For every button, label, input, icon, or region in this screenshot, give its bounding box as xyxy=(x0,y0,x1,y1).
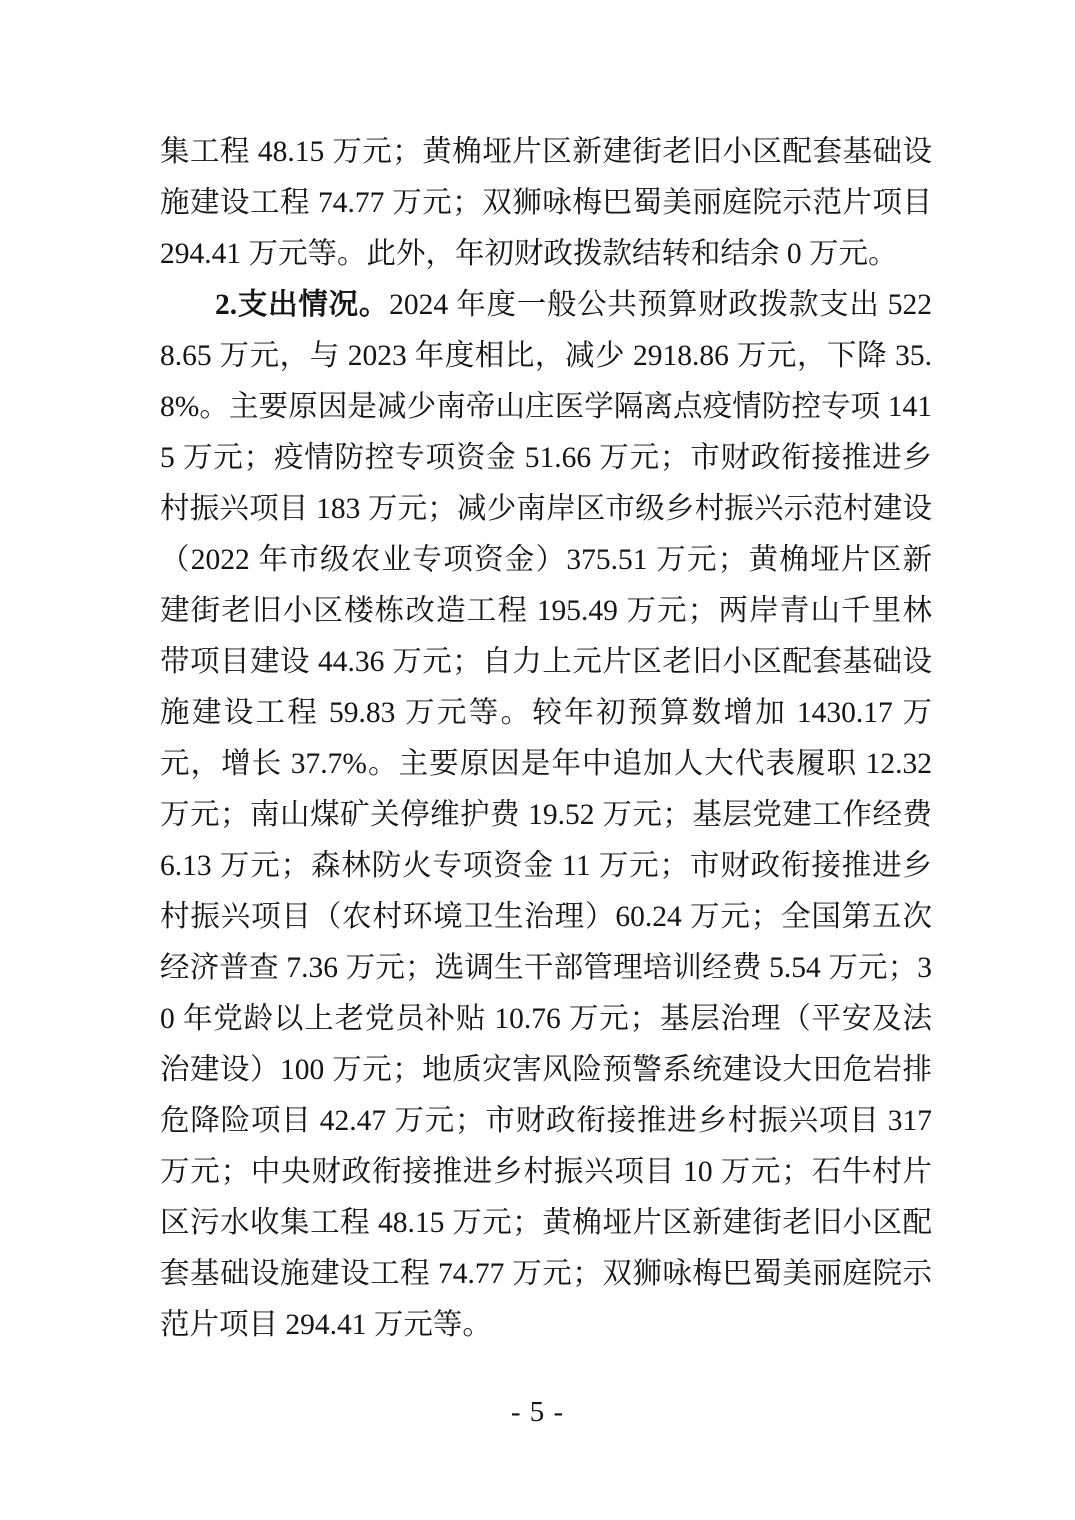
text-block xyxy=(160,127,932,1351)
page-footer xyxy=(0,1396,1075,1429)
paragraph-expenditure-situation xyxy=(160,280,932,1351)
page-number: - 5 - xyxy=(510,1396,565,1428)
section-heading: 2.支出情况。 xyxy=(215,289,390,321)
section-body-text: 2024 年度一般公共预算财政拨款支出 5228.65 万元，与 2023 年度相比，减少 2918.86 万元，下降 35.8%。主要原因是减少南帝山庄医学隔离点疫情防控专项 1415 万元；疫情防控专项资金 51.66 万元；市财政衔接推进乡村振兴项目 183 万元；减少南岸区市级乡村振兴示范村建设（2022 年市级农业专项资金）375.51 万元；黄桷垭片区新建街老旧小区楼栋改造工程 195.49 万元；两岸青山千里林带项目建设 44.36 万元；自力上元片区老旧小区配套基础设施建设工程 59.83 万元等。较年初预算数增加 1430.17 万元，增长 37.7%。主要原因是年中追加人大代表履职 12.32 万元；南山煤矿关停维护费 19.52 万元；基层党建工作经费 6.13 万元；森林防火专项资金 11 万元；市财政衔接推进乡村振兴项目（农村环境卫生治理）60.24 万元；全国第五次经济普查 7.36 万元；选调生干部管理培训经费 5.54 万元；30 年党龄以上老党员补贴 10.76 万元；基层治理（平安及法治建设）100 万元；地质灾害风险预警系统建设大田危岩排危降险项目 42.47 万元；市财政衔接推进乡村振兴项目 317 万元；中央财政衔接推进乡村振兴项目 10 万元；石牛村片区污水收集工程 48.15 万元；黄桷垭片区新建街老旧小区配套基础设施建设工程 74.77 万元；双狮咏梅巴蜀美丽庭院示范片项目 294.41 万元等。 xyxy=(160,289,932,1341)
paragraph-carryover-funds: 集工程 48.15 万元；黄桷垭片区新建街老旧小区配套基础设施建设工程 74.77 万元；双狮咏梅巴蜀美丽庭院示范片项目 294.41 万元等。此外，年初财政拨款结转和结余 0 万元。 xyxy=(160,136,932,270)
